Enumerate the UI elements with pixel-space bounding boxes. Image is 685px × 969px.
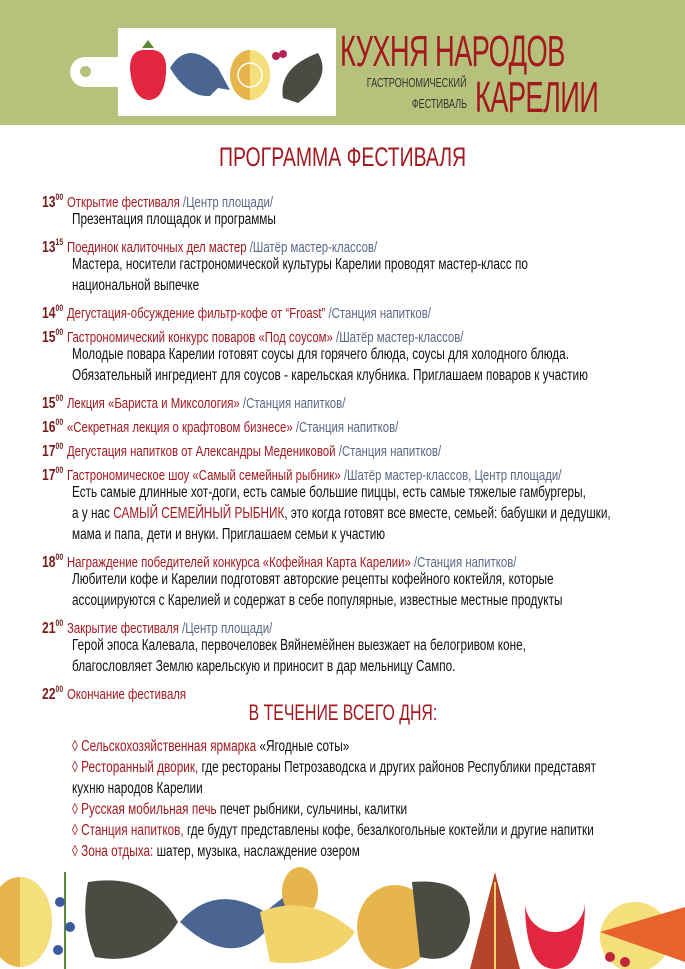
- description-text: Любители кофе и Карелии подготовят авторские рецепты кофейного коктейля, которые: [72, 571, 554, 588]
- strawberry-icon: [130, 50, 166, 100]
- program-list: [42, 185, 662, 701]
- item-time-minutes: 00: [55, 327, 64, 337]
- item-location: /Шатёр мастер-классов/: [336, 329, 464, 346]
- description-text: Герой эпоса Калевала, первочеловек Вяйнемёйнен выезжает на белогривом коне,: [72, 637, 526, 654]
- description-line: [72, 635, 662, 656]
- program-item-header: [42, 434, 662, 458]
- allday-item-text: где будут представлены кофе, безалкогольные коктейли и другие напитки: [183, 822, 594, 839]
- item-time-hour: 13: [42, 239, 56, 256]
- description-line: [72, 590, 662, 611]
- cutting-board-hole: [80, 66, 91, 77]
- description-text: [72, 503, 611, 524]
- item-time-hour: 18: [42, 554, 56, 571]
- item-description: [42, 482, 662, 545]
- item-title: Гастрономический конкурс поваров «Под соусом»: [66, 329, 333, 346]
- allday-item-line: [72, 799, 407, 820]
- allday-item: [72, 757, 672, 778]
- item-time-minutes: 00: [55, 303, 64, 313]
- food-illustration-icon: [118, 28, 336, 116]
- item-title: «Секретная лекция о крафтовом бизнесе»: [66, 419, 293, 436]
- program-item: [42, 320, 662, 386]
- item-time-hour: 15: [42, 395, 56, 412]
- item-time: [42, 239, 67, 256]
- program-item: [42, 458, 662, 545]
- item-location: /Станция напитков/: [328, 305, 431, 322]
- description-text: Презентация площадок и программы: [72, 211, 276, 228]
- item-title: Поединок калиточных дел мастер: [66, 239, 247, 256]
- item-location: /Шатёр мастер-классов/: [249, 239, 378, 256]
- allday-item: [72, 799, 672, 820]
- item-time-hour: 15: [42, 329, 56, 346]
- program-item: [42, 230, 662, 296]
- item-title: Открытие фестиваля: [66, 194, 180, 211]
- item-description: [42, 254, 662, 296]
- description-line: [72, 365, 662, 386]
- program-item: [42, 185, 662, 230]
- item-location: /Станция напитков/: [338, 443, 442, 460]
- bread-icon: [260, 905, 355, 963]
- program-item: [42, 386, 662, 410]
- description-line: [72, 569, 662, 590]
- item-title: Дегустация-обсуждение фильтр-кофе от “Froast”: [66, 305, 326, 322]
- item-time: [42, 194, 67, 211]
- allday-item-name: Ресторанный дворик,: [81, 759, 199, 776]
- item-time-minutes: 00: [55, 441, 64, 451]
- item-location: /Центр площади/: [182, 620, 273, 637]
- program-item-header: [42, 458, 662, 482]
- allday-item: [72, 736, 672, 757]
- item-location: /Шатёр мастер-классов, Центр площади/: [343, 467, 562, 484]
- item-description: [42, 344, 662, 386]
- item-title: Дегустация напитков от Александры Медениковой: [66, 443, 336, 460]
- program-item-header: [42, 230, 662, 254]
- item-description: [42, 569, 662, 611]
- allday-item-cont-text: кухню народов Карелии: [72, 780, 203, 797]
- diamond-bullet-icon: ◊: [72, 759, 78, 776]
- allday-item-line: [72, 757, 596, 778]
- allday-title: [0, 700, 685, 726]
- item-title: Лекция «Бариста и Миксология»: [66, 395, 240, 412]
- item-location: /Станция напитков/: [413, 554, 517, 571]
- item-title: Окончание фестиваля: [66, 686, 187, 703]
- description-text: благословляет Землю карельскую и приносит в дар мельницу Сампо.: [72, 658, 456, 675]
- program-item: [42, 545, 662, 611]
- allday-item-line: [72, 820, 594, 841]
- description-segment: а у нас: [72, 505, 114, 522]
- item-time-hour: 17: [42, 443, 56, 460]
- allday-item-name: Зона отдыха:: [81, 843, 154, 860]
- subtitle-line1: ГАСТРОНОМИЧЕСКИЙ: [367, 75, 467, 90]
- program-item: [42, 434, 662, 458]
- program-title: [0, 142, 685, 173]
- program-title-text: ПРОГРАММА ФЕСТИВАЛЯ: [218, 142, 467, 172]
- description-text: мама и папа, дети и внуки. Приглашаем семьи к участию: [72, 526, 386, 543]
- diamond-bullet-icon: ◊: [72, 801, 78, 818]
- item-time: [42, 329, 67, 346]
- description-line: [72, 254, 662, 275]
- fish-icon: [170, 53, 230, 96]
- program-item: [42, 410, 662, 434]
- description-line: [72, 656, 662, 677]
- item-time-hour: 17: [42, 467, 56, 484]
- description-text: Мастера, носители гастрономической культуры Карелии проводят мастер-класс по: [72, 256, 528, 273]
- item-description: [42, 635, 662, 677]
- program-item-header: [42, 185, 662, 209]
- allday-item-text: шатер, музыка, наслаждение озером: [153, 843, 360, 860]
- item-location: /Станция напитков/: [295, 419, 399, 436]
- description-line: [72, 275, 662, 296]
- description-text: Молодые повара Карелии готовят соусы для горячего блюда, соусы для холодного блюда.: [72, 346, 569, 363]
- allday-item-continuation: [72, 778, 672, 799]
- header-banner: [0, 0, 685, 125]
- description-line: [72, 344, 662, 365]
- watermelon-icon: [525, 902, 585, 969]
- subtitle-line2: ФЕСТИВАЛЬ: [411, 96, 467, 111]
- item-time-minutes: 00: [55, 618, 64, 628]
- item-time-minutes: 00: [55, 465, 64, 475]
- footer-food-illustrations: [0, 862, 685, 969]
- allday-title-text: В ТЕЧЕНИЕ ВСЕГО ДНЯ:: [248, 700, 437, 725]
- program-item-header: [42, 320, 662, 344]
- item-location: /Станция напитков/: [242, 395, 346, 412]
- item-time-hour: 21: [42, 620, 56, 637]
- item-time: [42, 554, 67, 571]
- highlighted-text: САМЫЙ СЕМЕЙНЫЙ РЫБНИК: [113, 505, 285, 522]
- allday-list: [72, 736, 672, 862]
- program-item-header: [42, 410, 662, 434]
- item-time-minutes: 00: [55, 393, 64, 403]
- program-item-header: [42, 611, 662, 635]
- item-time-minutes: 00: [55, 417, 64, 427]
- program-item-header: [42, 545, 662, 569]
- allday-item-text: печет рыбники, сульчины, калитки: [216, 801, 408, 818]
- item-title: Награждение победителей конкурса «Кофейная Карта Карелии»: [66, 554, 411, 571]
- item-time-hour: 16: [42, 419, 56, 436]
- description-text: ассоциируются с Карелией и содержат в себе популярные, известные местные продукты: [72, 592, 563, 609]
- item-time-minutes: 00: [55, 192, 64, 202]
- item-time-hour: 22: [42, 686, 56, 703]
- item-time: [42, 467, 67, 484]
- diamond-bullet-icon: ◊: [72, 843, 78, 860]
- item-time-hour: 13: [42, 194, 56, 211]
- program-item-header: [42, 677, 662, 701]
- description-segment: , это когда готовят все вместе, семьей: бабушки и дедушки,: [284, 505, 611, 522]
- diamond-bullet-icon: ◊: [72, 822, 78, 839]
- description-line: [72, 503, 662, 524]
- item-time-minutes: 15: [55, 237, 64, 247]
- pie-icon: [85, 880, 178, 958]
- item-time-minutes: 00: [55, 552, 64, 562]
- festival-title-line1: КУХНЯ НАРОДОВ: [340, 27, 565, 76]
- item-time: [42, 620, 67, 637]
- description-text: национальной выпечке: [72, 277, 200, 294]
- allday-item-name: Русская мобильная печь: [81, 801, 217, 818]
- allday-item: [72, 841, 672, 862]
- program-item: [42, 611, 662, 677]
- program-item-header: [42, 296, 662, 320]
- festival-title-line2: КАРЕЛИИ: [475, 73, 599, 122]
- pie-icon: [282, 53, 322, 103]
- item-time-hour: 14: [42, 305, 56, 322]
- allday-item-text: «Ягодные соты»: [256, 738, 350, 755]
- allday-item-line: [72, 736, 349, 757]
- description-text: Есть самые длинные хот-доги, есть самые большие пиццы, есть самые тяжелые гамбургеры,: [72, 484, 586, 501]
- item-title: Закрытие фестиваля: [66, 620, 179, 637]
- program-item: [42, 677, 662, 701]
- description-line: [72, 482, 662, 503]
- allday-item-text: где рестораны Петрозаводска и других районов Республики представят: [198, 759, 596, 776]
- description-text: Обязательный ингредиент для соусов - карельская клубника. Приглашаем поваров к участию: [72, 367, 588, 384]
- allday-item: [72, 820, 672, 841]
- program-item-header: [42, 386, 662, 410]
- allday-item-name: Сельскохозяйственная ярмарка: [81, 738, 257, 755]
- program-item: [42, 296, 662, 320]
- description-line: [72, 524, 662, 545]
- description-line: [72, 209, 662, 230]
- item-location: /Центр площади/: [182, 194, 274, 211]
- item-description: [42, 209, 662, 230]
- pie-icon: [412, 882, 470, 959]
- diamond-bullet-icon: ◊: [72, 738, 78, 755]
- allday-item-name: Станция напитков,: [81, 822, 184, 839]
- berries-icon: [272, 52, 280, 60]
- item-title: Гастрономическое шоу «Самый семейный рыбник»: [66, 467, 341, 484]
- allday-item-line: [72, 841, 360, 862]
- item-time-minutes: 00: [55, 684, 64, 694]
